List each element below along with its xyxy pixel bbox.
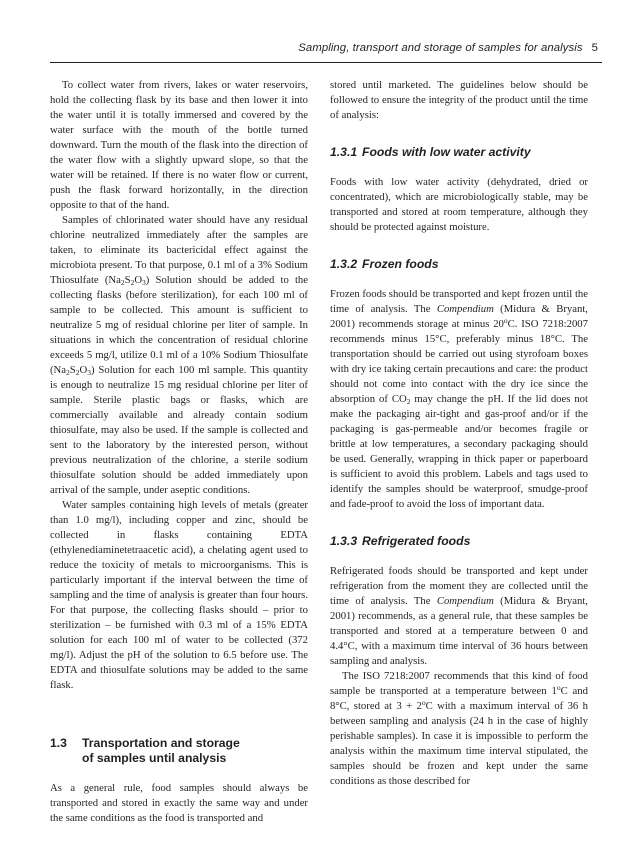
- paragraph-metals: Water samples containing high levels of metals (greater than 1.0 mg/l), including copper and zinc, should be collected in flasks containing EDTA (ethylenediaminetetraacetic acid), a chelating agent used to reduce the toxicity of metals to microorganisms. This is particularly important if the interval between the time of sampling and the time of analysis is greater than four hours. For that purpose, the collecting flasks should – prior to sterilization – be furnished with 0.3 ml of a 15% EDTA solution for each 100 ml of water to be collected (372 mg/l). Adjust the pH of the solution to 6.5 before use. The EDTA and thiosulfate solutions may be added to the same flask.: [50, 499, 308, 691]
- running-header: [60, 42, 598, 54]
- section-heading-1-3-2: 1.3.2 Frozen foods: [330, 257, 439, 271]
- paragraph-refrigerated-foods: Refrigerated foods should be transported and kept under refrigeration from the moment they are collected until the time of analysis. The Compendium (Midura & Bryant, 2001) recommends, as a general rule, that these samples be transported and stored at a temperature between 0 and 4.4°C, with a maximum time interval of 36 hours between sampling and analysis.: [330, 565, 588, 667]
- paragraph-general-rule: As a general rule, food samples should always be transported and stored in exactly the same way and under the same conditions as the food is transported and: [50, 782, 308, 824]
- paragraph-low-water-activity: Foods with low water activity (dehydrated, dried or concentrated), which are microbiologically stable, may be transported and stored at room temperature, although they should be protected against moisture.: [330, 176, 588, 233]
- section-heading-1-3: 1.3 Transportation and storage of samples until analysis: [50, 736, 240, 765]
- page-number: 5: [591, 42, 598, 54]
- running-title: Sampling, transport and storage of samples for analysis: [298, 42, 583, 54]
- paragraph-chlorinated-water: Samples of chlorinated water should have any residual chlorine neutralized immediately after the samples are taken, to eliminate its bactericidal effect against the microbiota present. To that purpose, 0.1 ml of a 3% Sodium Thiosulfate $(Na_2S_2O_3)$ Solution should be added to the collecting flasks (before sterilization), for each 100 ml of sample to be collected. This amount is sufficient to neutralize 5 mg of residual chlorine per liter of sample. In situations in which the concentration of residual chlorine exceeds 5 mg/l, utilize 0.1 ml of a 10% Sodium Thiosulfate $(Na_2S_2O_3)$ Solution for each 100 ml sample. This quantity is enough to neutralize 15 mg residual chlorine per liter of sample. Sterile plastic bags or flasks, which are commercially available and already contain sodium thiosulfate, may also be used. If the sample is collected and sent to the laboratory by the interested person, without previous neutralization of the chlorine, a sterile sodium thiosulfate solution should be added immediately upon arrival of the sample, under aseptic conditions.: [50, 214, 308, 496]
- paragraph-stored-until-marketed: stored until marketed. The guidelines below should be followed to ensure the integrity of the product until the time of analysis:: [330, 79, 588, 121]
- section-heading-1-3-1: 1.3.1 Foods with low water activity: [330, 145, 531, 159]
- section-heading-1-3-3: 1.3.3 Refrigerated foods: [330, 534, 471, 548]
- right-column: [330, 78, 588, 789]
- paragraph-river-collection: To collect water from rivers, lakes or water reservoirs, hold the collecting flask by its base and then lower it into the water until it is totally immersed and covered by the water surface with the mouth of the bottle turned downward. Turn the mouth of the flask into the direction of the water flow with a slightly upward slope, so that the water will be retained. If there is no water flow or current, push the flask forward horizontally, in the direction opposite to that of the hand.: [50, 79, 308, 211]
- paragraph-frozen-foods: Frozen foods should be transported and kept frozen until the time of analysis. The Compendium (Midura & Bryant, 2001) recommends storage at minus 20$^o$C. ISO 7218:2007 recommends minus 15°C, preferably minus 18°C. The transportation should be carried out using styrofoam boxes with dry ice taking certain precautions and care: the product should not come into contact with the dry ice since the absorption of $CO_2$ may change the pH. If the lid does not make the packaging air-tight and gas-proof and/or if the packaging is gas-permeable and/or becomes fragile or brittle at low temperatures, a secondary packaging should be used. Generally, wrapping in thick paper or paperboard is sufficient to avoid this problem. Labels and tags used to identify the samples should be waterproof, smudge-proof and fade-proof to avoid the loss of important data.: [330, 288, 588, 510]
- left-column: [50, 78, 308, 826]
- header-rule: [50, 62, 602, 63]
- paragraph-iso-7218: The ISO 7218:2007 recommends that this kind of food sample be transported at a temperature between 1$^o$C and 8°C, stored at $3 + 2^oC$ with a maximum interval of 36 h between sampling and analysis (24 h in the case of highly perishable samples). In case it is impossible to perform the analysis within the maximum time interval stipulated, the samples should be frozen and kept under the same conditions as those described for: [330, 670, 588, 787]
